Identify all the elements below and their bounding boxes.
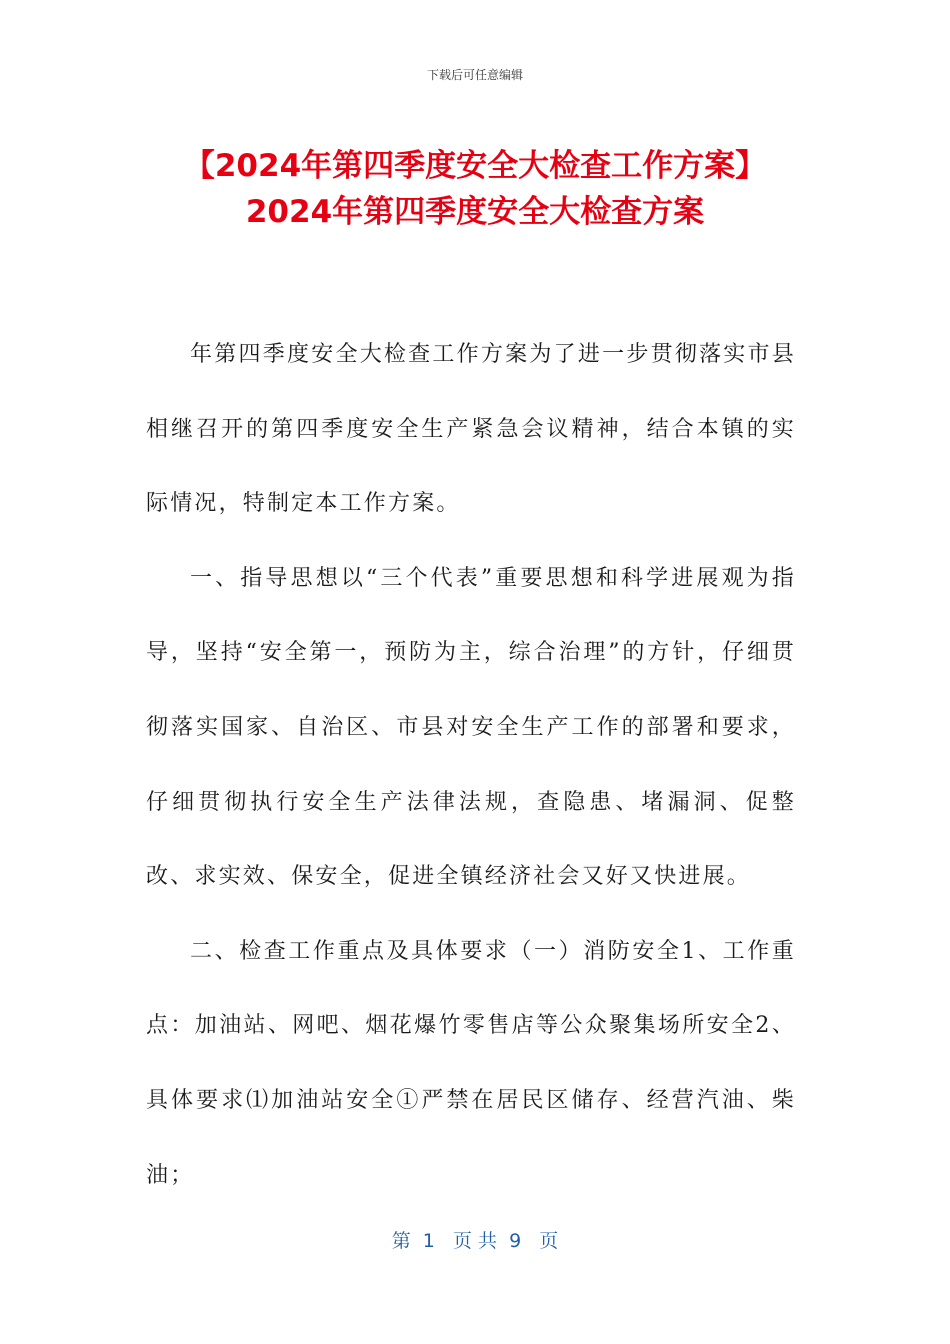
paragraph-intro: 年第四季度安全大检查工作方案为了进一步贯彻落实市县相继召开的第四季度安全生产紧急会议精神，结合本镇的实际情况，特制定本工作方案。 bbox=[146, 342, 796, 517]
document-body bbox=[146, 318, 796, 1213]
page-number-footer: 第 1 页 共 9 页 bbox=[391, 1230, 559, 1252]
page-header-note: 下载后可任意编辑 bbox=[426, 68, 523, 82]
title-line-2: 2024年第四季度安全大检查方案 bbox=[245, 194, 705, 230]
paragraph-guiding-thought: 一、指导思想以“三个代表”重要思想和科学进展观为指导，坚持“安全第一，预防为主，综合治理”的方针，仔细贯彻落实国家、自治区、市县对安全生产工作的部署和要求，仔细贯彻执行安全生产法律法规，查隐患、堵漏洞、促整改、求实效、保安全，促进全镇经济社会又好又快进展。 bbox=[146, 565, 796, 890]
title-line-1: 【2024年第四季度安全大检查工作方案】 bbox=[183, 148, 767, 184]
paragraph-inspection-focus: 二、检查工作重点及具体要求（一）消防安全1、工作重点：加油站、网吧、烟花爆竹零售店等公众聚集场所安全2、具体要求⑴加油站安全①严禁在居民区储存、经营汽油、柴油； bbox=[146, 938, 796, 1188]
document-title bbox=[0, 143, 950, 235]
